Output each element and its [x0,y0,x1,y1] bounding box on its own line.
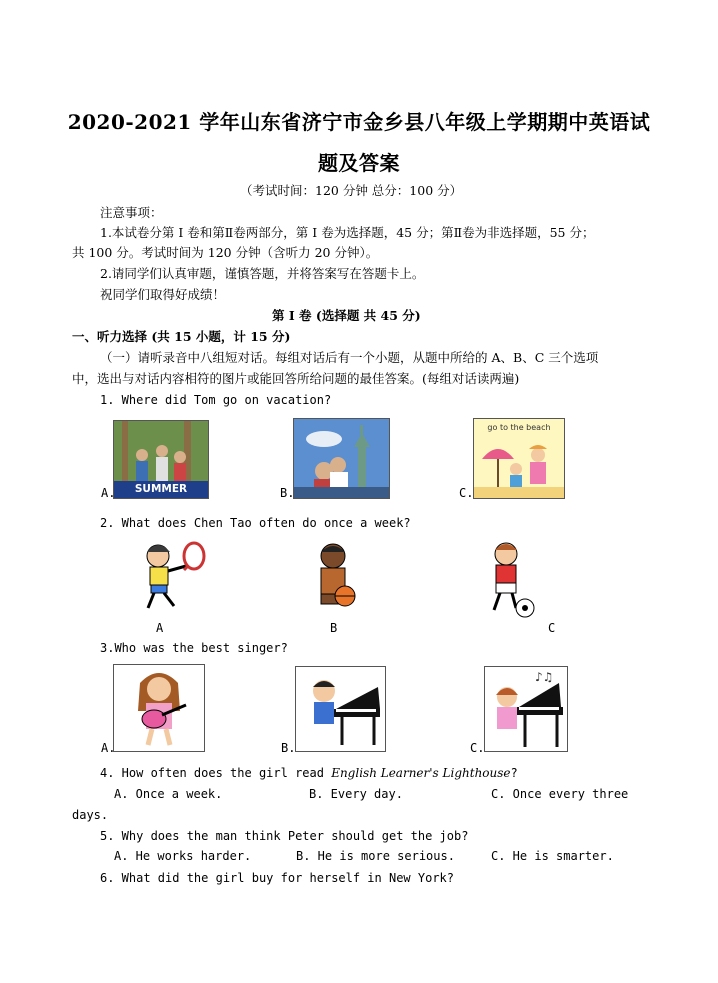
boy-piano-image [295,666,386,752]
question-5: 5. Why does the man think Peter should get the job? [100,829,469,843]
document-title-line2: 题及答案 [318,151,400,175]
question-3: 3.Who was the best singer? [100,641,288,655]
option-a-label-3: A. [101,741,116,755]
question-4: 4. How often does the girl read English Learner's Lighthouse? [100,766,518,780]
option-c-label: C. [459,486,474,500]
q5-option-c: C. He is smarter. [491,849,614,863]
q5-option-a: A. He works harder. [114,849,252,863]
tennis-boy-image [130,538,210,614]
option-c-label-3: C. [470,741,485,755]
instruction-line2: 中，选出与对话内容相符的图片或能回答所给问题的最佳答案。(每组对话读两遍) [72,371,520,386]
question-2: 2. What does Chen Tao often do once a week? [100,516,411,530]
notice-heading: 注意事项： [100,205,163,220]
instruction-line1: （一）请听录音中八组短对话。每组对话后有一个小题，从题中所给的 A、B、C 三个选项 [100,350,599,365]
option-b-label: B. [280,486,295,500]
go-to-beach-image [473,418,565,499]
girl-guitar-image [113,664,205,752]
option-c-label-2: C [548,621,556,635]
section-heading: 一、听力选择 (共 15 小题，计 15 分) [72,329,291,344]
q4-option-c-cont: days. [72,808,109,822]
svg-text:♪♫: ♪♫ [535,670,554,684]
question-6: 6. What did the girl buy for herself in New York? [100,871,455,885]
magazine-title: English Learner's Lighthouse [331,766,511,780]
soccer-boy-image [480,538,540,620]
notice-item-1-cont: 共 100 分。考试时间为 120 分钟（含听力 20 分钟）。 [72,245,379,260]
summer-camps-image [113,420,209,512]
question-1: 1. Where did Tom go on vacation? [100,393,332,407]
girl-piano-image [484,666,568,752]
document-title-line1: 2020-2021 学年山东省济宁市金乡县八年级上学期期中英语试 [67,110,651,134]
q4-option-c: C. Once every three [491,787,629,801]
q4-option-a: A. Once a week. [114,787,223,801]
exam-info: （考试时间：120 分钟 总分：100 分） [240,183,463,198]
statue-of-liberty-image [293,418,390,499]
notice-item-1: 1.本试卷分第 I 卷和第Ⅱ卷两部分，第 I 卷为选择题，45 分；第Ⅱ卷为非选择题，55 分； [100,225,595,240]
notice-item-2: 2.请同学们认真审题，谨慎答题，并将答案写在答题卡上。 [100,266,425,281]
option-a-label-2: A [156,621,164,635]
q4-option-b: B. Every day. [309,787,403,801]
summer-camps-caption: SUMMER CAMPS [134,483,188,512]
wish-text: 祝同学们取得好成绩！ [100,287,226,302]
option-b-label-2: B [330,621,338,635]
q5-option-b: B. He is more serious. [296,849,455,863]
volume-heading: 第 I 卷 (选择题 共 45 分) [272,308,421,323]
option-a-label: A. [101,486,116,500]
option-b-label-3: B. [281,741,296,755]
go-to-beach-caption: go to the beach [487,423,551,432]
basketball-boy-image [303,538,365,614]
